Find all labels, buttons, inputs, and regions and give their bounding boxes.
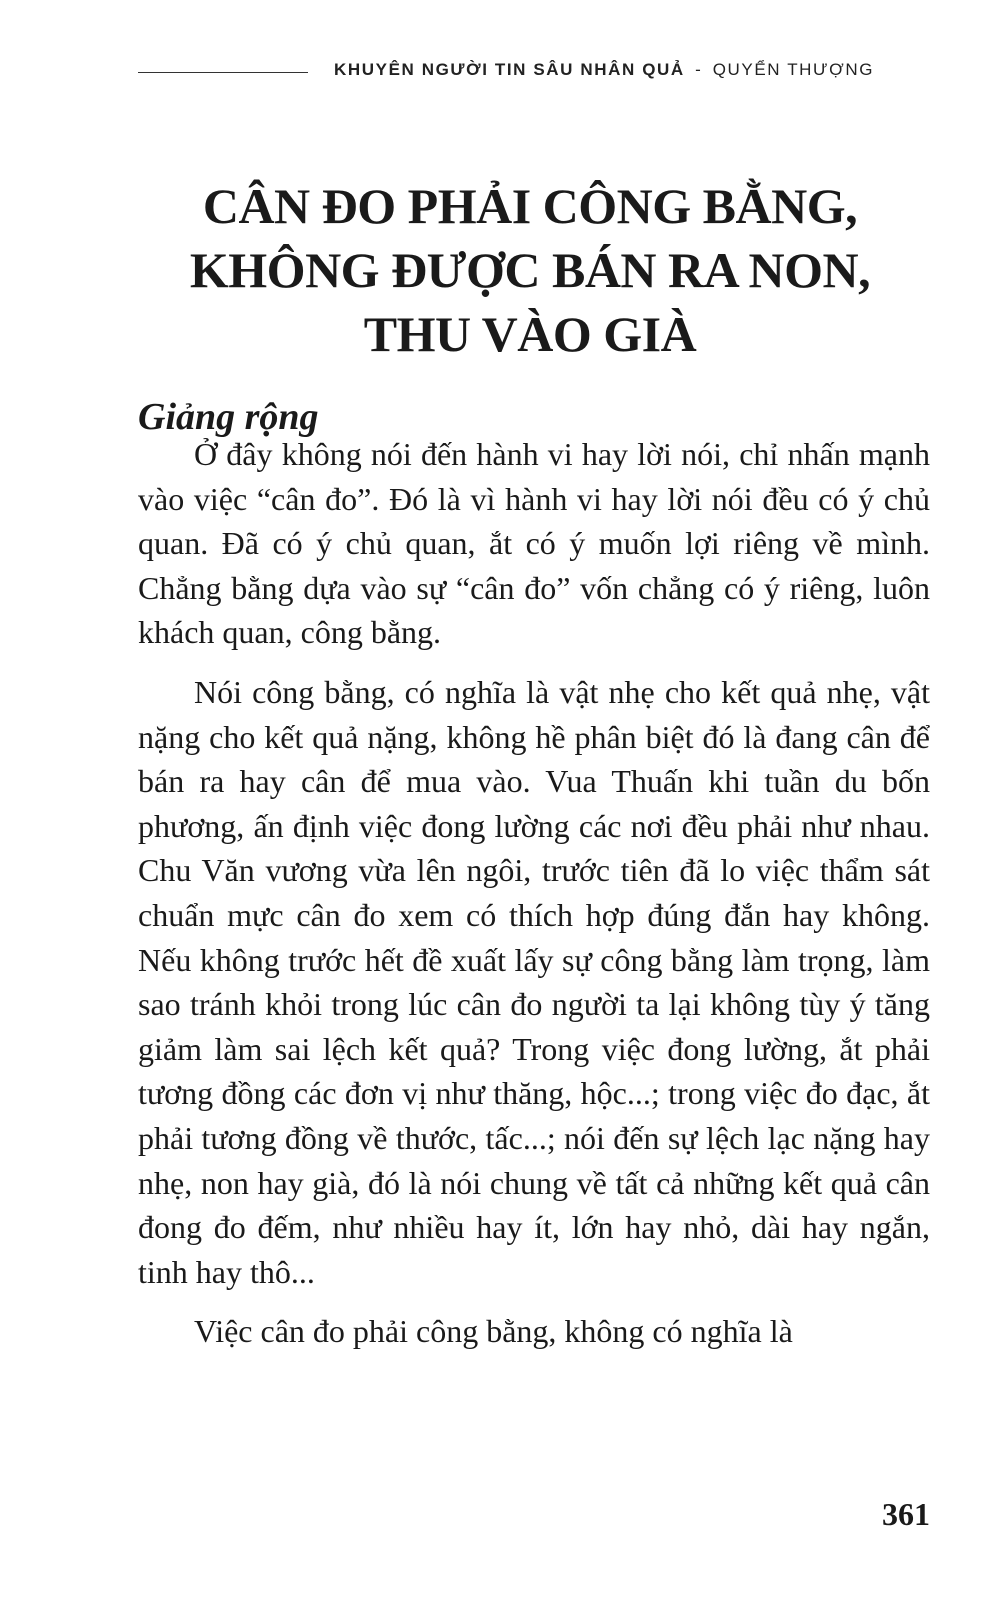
chapter-title-line: CÂN ĐO PHẢI CÔNG BẰNG, bbox=[202, 177, 858, 234]
header-volume: QUYỂN THƯỢNG bbox=[712, 60, 875, 79]
header-book-title: KHUYÊN NGƯỜI TIN SÂU NHÂN QUẢ bbox=[334, 60, 685, 79]
header-text bbox=[334, 60, 874, 80]
paragraph: Việc cân đo phải công bằng, không có nghĩa là bbox=[194, 1313, 793, 1350]
chapter-title-line: KHÔNG ĐƯỢC BÁN RA NON, bbox=[189, 241, 871, 298]
header-separator: - bbox=[695, 60, 703, 79]
page-number: 361 bbox=[882, 1496, 930, 1532]
paragraph: Nói công bằng, có nghĩa là vật nhẹ cho kết quả nhẹ, vật nặng cho kết quả nặng, không hề phân biệt đó là đang cân để bán ra hay cân để mua vào. Vua Thuấn khi tuần du bốn phương, ấn định việc đong lường các nơi đều phải như nhau. Chu Văn vương vừa lên ngôi, trước tiên đã lo việc thẩm sát chuẩn mực cân đo xem có thích hợp đúng đắn hay không. Nếu không trước hết đề xuất lấy sự công bằng làm trọng, làm sao tránh khỏi trong lúc cân đo người ta lại không tùy ý tăng giảm làm sai lệch kết quả? Trong việc đong lường, ắt phải tương đồng các đơn vị như thăng, hộc...; trong việc đo đạc, ắt phải tương đồng về thước, tấc...; nói đến sự lệch lạc nặng hay nhẹ, non hay già, đó là nói chung về tất cả những kết quả cân đong đo đếm, như nhiều hay ít, lớn hay nhỏ, dài hay ngắn, tinh hay thô... bbox=[138, 673, 930, 1290]
chapter-title bbox=[130, 174, 930, 366]
section-heading: Giảng rộng bbox=[138, 395, 319, 438]
body-text bbox=[138, 432, 930, 1369]
paragraph: Ở đây không nói đến hành vi hay lời nói, chỉ nhấn mạnh vào việc “cân đo”. Đó là vì hành vi hay lời nói đều có ý chủ quan. Đã có ý chủ quan, ắt có ý muốn lợi riêng về mình. Chẳng bằng dựa vào sự “cân đo” vốn chẳng có ý riêng, luôn khách quan, công bằng. bbox=[138, 436, 930, 651]
running-header bbox=[138, 60, 930, 80]
header-rule bbox=[138, 72, 308, 73]
chapter-title-line: THU VÀO GIÀ bbox=[363, 305, 697, 362]
